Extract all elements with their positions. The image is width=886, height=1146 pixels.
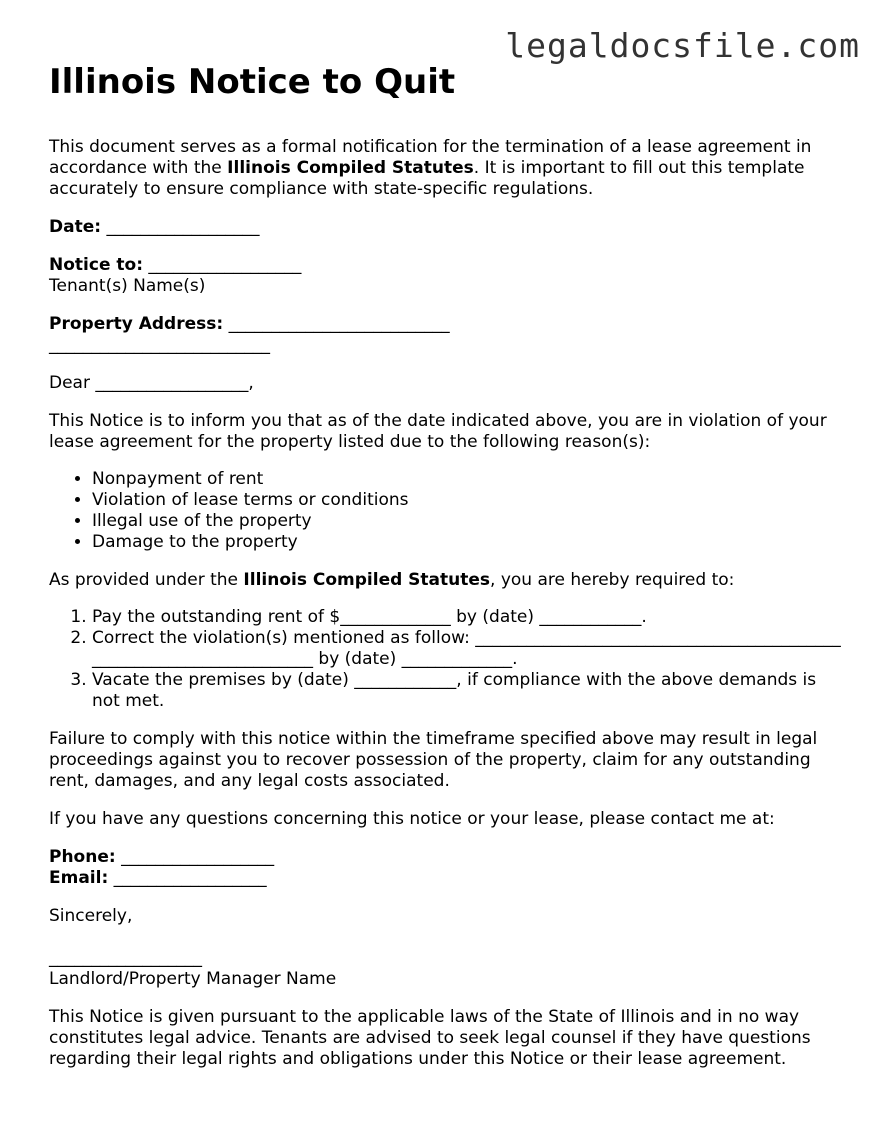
notice-to-field bbox=[49, 255, 849, 276]
document bbox=[49, 62, 849, 1087]
date-blank[interactable]: __________________ bbox=[101, 216, 260, 237]
disclaimer-paragraph: This Notice is given pursuant to the applicable laws of the State of Illinois and in no way constitutes legal advice. Tenants are advised to seek legal counsel if they have questions regarding their legal rights and obligations under this Notice or their lease agreement. bbox=[49, 1006, 811, 1069]
intro-statute: Illinois Compiled Statutes bbox=[227, 157, 474, 178]
property-address-blank-line2[interactable]: __________________________ bbox=[49, 334, 270, 355]
property-address-blank[interactable]: __________________________ bbox=[223, 313, 450, 334]
phone-field bbox=[49, 847, 849, 868]
intro-text-end: . It is important to fill out this template accurately to ensure compliance with state-specific regulations. bbox=[49, 157, 805, 199]
list-item: • Nonpayment of rent bbox=[92, 469, 849, 490]
watermark: legaldocsfile.com bbox=[505, 26, 860, 65]
intro-paragraph bbox=[49, 137, 849, 200]
reasons-list bbox=[49, 469, 849, 553]
signature-label: Landlord/Property Manager Name bbox=[49, 968, 337, 989]
tenant-names-caption: Tenant(s) Name(s) bbox=[49, 275, 206, 296]
failure-paragraph: Failure to comply with this notice within the timeframe specified above may result in legal proceedings against you to recover possession of the property, claim for any outstanding rent, damages, and any legal costs associated. bbox=[49, 728, 818, 791]
signature-line[interactable]: __________________ bbox=[49, 947, 202, 968]
inform-paragraph: This Notice is to inform you that as of the date indicated above, you are in violation of your lease agreement for the property listed due to the following reason(s): bbox=[49, 410, 827, 452]
notice-to-label: Notice to: bbox=[49, 254, 143, 275]
email-blank[interactable]: __________________ bbox=[108, 867, 267, 888]
notice-to-blank[interactable]: __________________ bbox=[143, 254, 302, 275]
date-field bbox=[49, 217, 849, 238]
intro-text: This document serves as a formal notification for the termination of a lease agreement in accordance with the bbox=[49, 136, 812, 178]
phone-blank[interactable]: __________________ bbox=[115, 846, 275, 867]
list-item: • Illegal use of the property bbox=[92, 511, 849, 532]
property-address-field bbox=[49, 314, 849, 335]
list-item: • Damage to the property bbox=[92, 532, 849, 553]
required-paragraph bbox=[49, 570, 849, 591]
phone-label: Phone: bbox=[49, 846, 116, 867]
list-item: • Violation of lease terms or conditions bbox=[92, 490, 849, 511]
required-text: As provided under the bbox=[49, 569, 244, 590]
date-label: Date: bbox=[49, 216, 102, 237]
closing: Sincerely, bbox=[49, 905, 133, 926]
email-label: Email: bbox=[49, 867, 109, 888]
questions-paragraph: If you have any questions concerning this notice or your lease, please contact me at: bbox=[49, 808, 775, 829]
requirements-list bbox=[49, 607, 849, 712]
email-field bbox=[49, 868, 849, 889]
salutation: Dear __________________, bbox=[49, 372, 254, 393]
required-statute: Illinois Compiled Statutes bbox=[243, 569, 491, 590]
list-item: 1. Pay the outstanding rent of $_____________ by (date) ____________. bbox=[92, 607, 849, 628]
document-title: Illinois Notice to Quit bbox=[49, 62, 456, 102]
list-item: 3. Vacate the premises by (date) ____________, if compliance with the above demands is not met. bbox=[92, 670, 849, 712]
list-item: 2. Correct the violation(s) mentioned as follow: _____________________________________________________________________ by (date) _____________. bbox=[92, 628, 849, 670]
property-address-label: Property Address: bbox=[49, 313, 224, 334]
required-text-end: , you are hereby required to: bbox=[490, 569, 735, 590]
